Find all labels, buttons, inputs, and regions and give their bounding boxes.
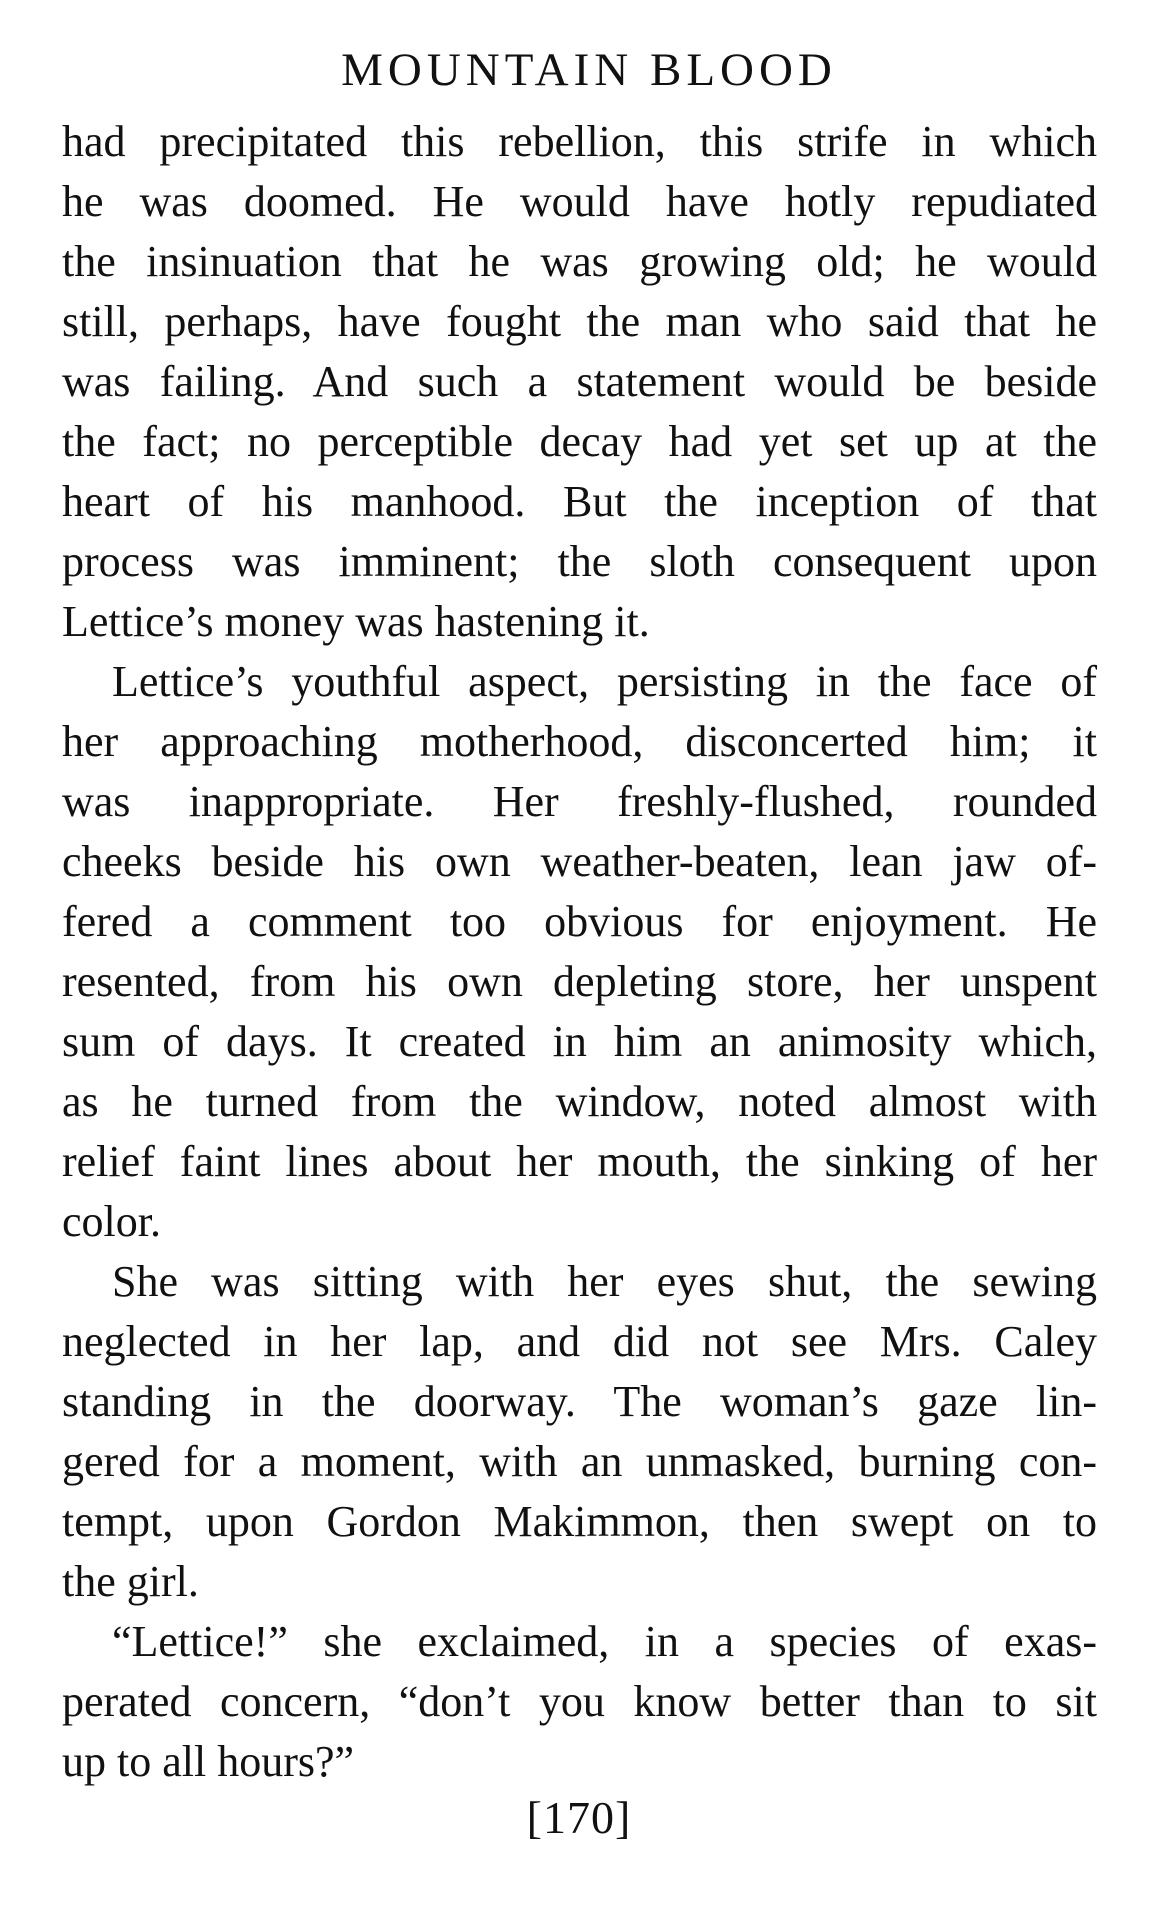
text-line: Lettice’s youthful aspect, persisting in the face of [112, 657, 1097, 706]
text-line: “Lettice!” she exclaimed, in a species of exas- [112, 1617, 1097, 1666]
paragraph [62, 112, 1097, 652]
text-line: the girl. [62, 1557, 199, 1606]
text-line: fered a comment too obvious for enjoyment. He [62, 897, 1097, 946]
text-line: neglected in her lap, and did not see Mrs. Caley [62, 1317, 1097, 1366]
text-line: was inappropriate. Her freshly-flushed, rounded [62, 777, 1097, 826]
paragraph [62, 652, 1097, 1252]
text-line: was failing. And such a statement would be beside [62, 357, 1097, 406]
paragraph [62, 1252, 1097, 1612]
text-line: he was doomed. He would have hotly repudiated [62, 177, 1097, 226]
text-line: relief faint lines about her mouth, the sinking of her [62, 1137, 1097, 1186]
text-line: gered for a moment, with an unmasked, burning con- [62, 1437, 1097, 1486]
text-line: up to all hours?” [62, 1737, 355, 1786]
text-line: process was imminent; the sloth consequent upon [62, 537, 1097, 586]
text-line: standing in the doorway. The woman’s gaze lin- [62, 1377, 1097, 1426]
text-line: had precipitated this rebellion, this strife in which [62, 117, 1097, 166]
text-line: heart of his manhood. But the inception of that [62, 477, 1097, 526]
text-line: as he turned from the window, noted almost with [62, 1077, 1097, 1126]
text-line: Lettice’s money was hastening it. [62, 597, 650, 646]
running-head-title: MOUNTAIN BLOOD [341, 44, 837, 96]
text-line: the insinuation that he was growing old; he would [62, 237, 1097, 286]
text-line: cheeks beside his own weather-beaten, lean jaw of- [62, 837, 1097, 886]
text-line: perated concern, “don’t you know better than to sit [62, 1677, 1097, 1726]
body-text [62, 112, 1097, 1792]
text-line: sum of days. It created in him an animosity which, [62, 1017, 1097, 1066]
text-line: the fact; no perceptible decay had yet set up at the [62, 417, 1097, 466]
text-line: resented, from his own depleting store, her unspent [62, 957, 1097, 1006]
text-line: tempt, upon Gordon Makimmon, then swept on to [62, 1497, 1097, 1546]
page-number: [170] [526, 1792, 632, 1843]
text-line: color. [62, 1197, 161, 1246]
text-line: still, perhaps, have fought the man who said that he [62, 297, 1097, 346]
text-line: her approaching motherhood, disconcerted him; it [62, 717, 1097, 766]
text-line: She was sitting with her eyes shut, the sewing [112, 1257, 1097, 1306]
paragraph [62, 1612, 1097, 1792]
